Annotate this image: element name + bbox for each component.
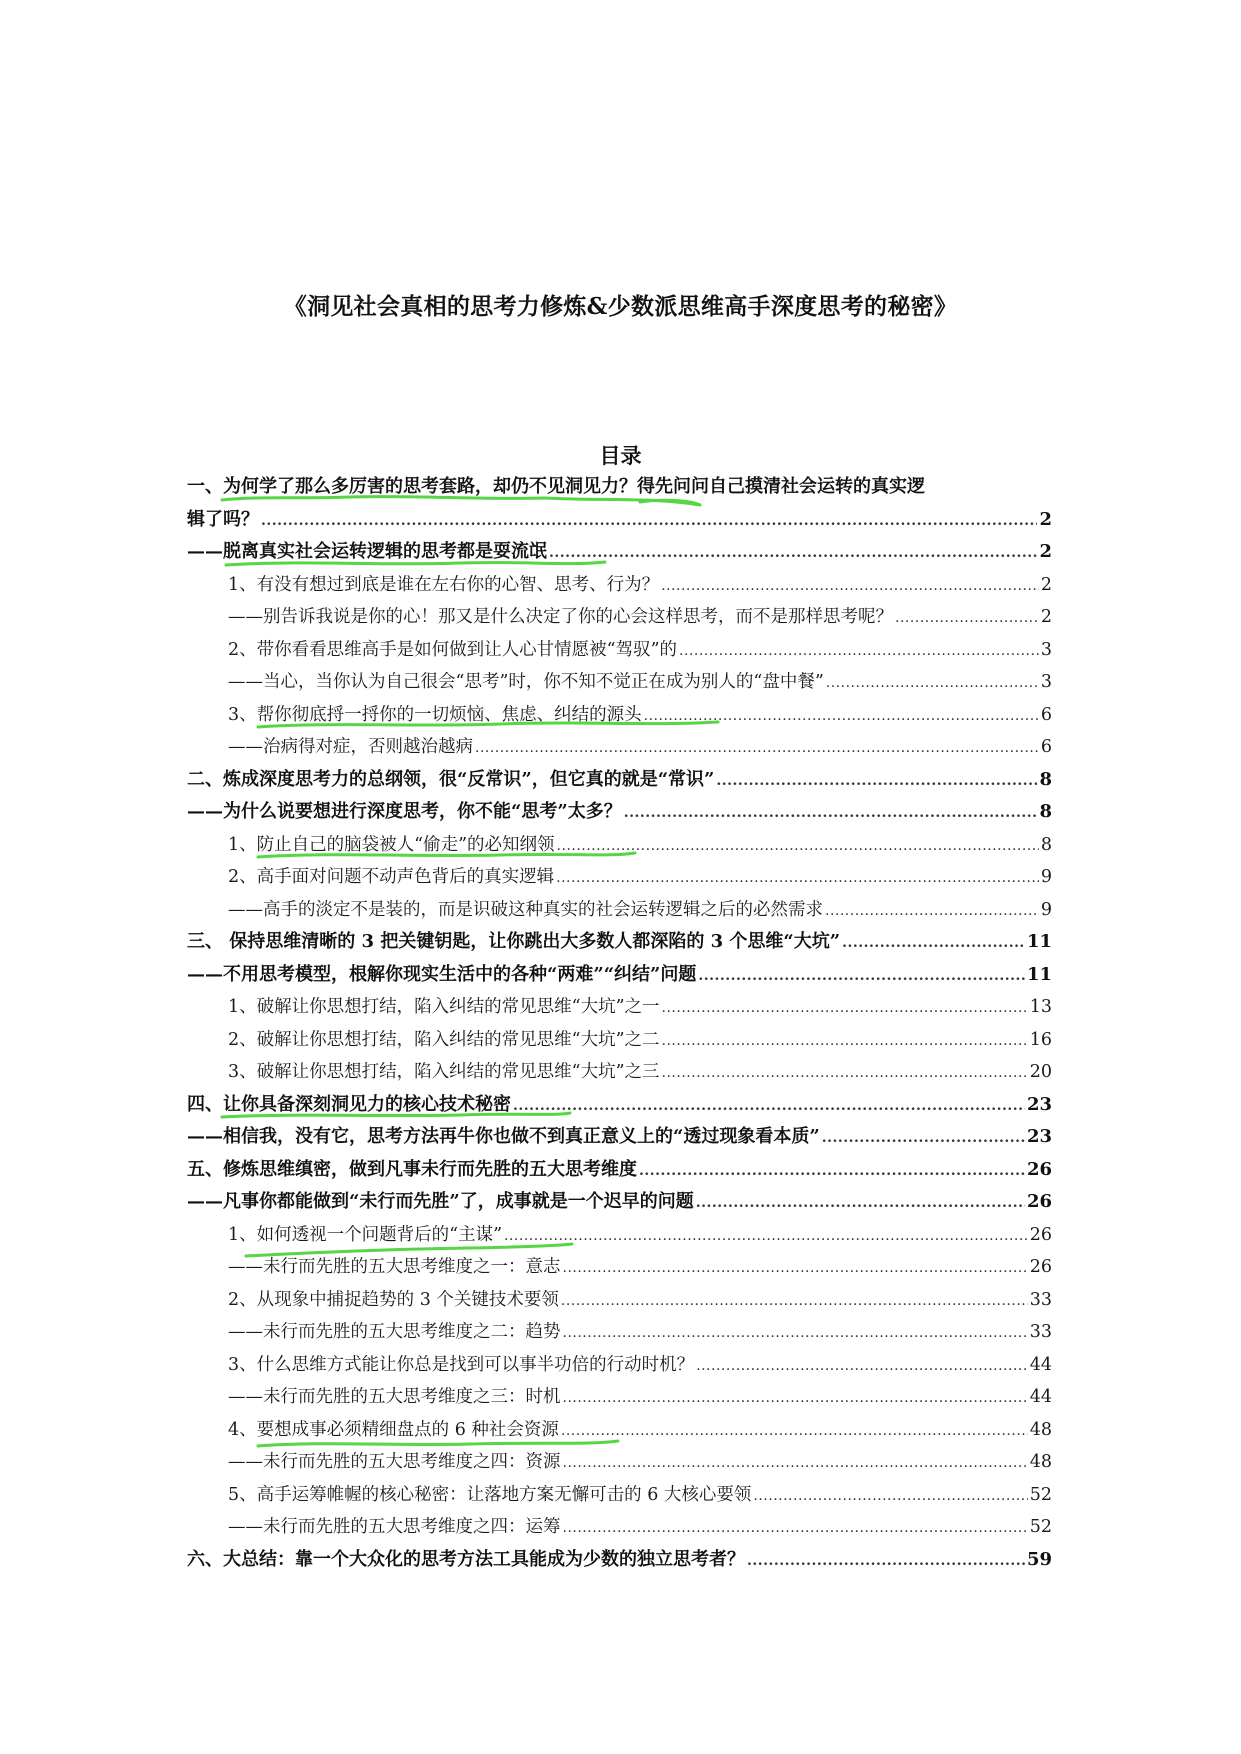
toc-entry-title: 3、破解让你思想打结，陷入纠结的常见思维“大坑”之三	[228, 1062, 660, 1082]
toc-entry-line[interactable]: 一、为何学了那么多厉害的思考套路，却仍不见洞见力？得先问问自己摸清社会运转的真实逻	[187, 476, 925, 497]
toc-page-number: 33	[1029, 1289, 1052, 1310]
dot-leader	[842, 927, 1025, 959]
toc-entry[interactable]	[228, 569, 1052, 601]
dot-leader	[895, 602, 1039, 634]
toc-entry-title: ——脱离真实社会运转逻辑的思考都是耍流氓	[187, 541, 547, 562]
toc-page-number: 8	[1040, 834, 1052, 855]
toc-page-number: 52	[1029, 1517, 1052, 1537]
toc-page-number: 20	[1029, 1062, 1052, 1082]
toc-entry[interactable]	[228, 1219, 1052, 1251]
toc-entry-title: 2、带你看看思维高手是如何做到让人心甘情愿被“驾驭”的	[228, 639, 678, 660]
toc-entry[interactable]	[228, 991, 1052, 1023]
dot-leader	[624, 797, 1038, 829]
toc-entry[interactable]	[187, 1186, 1052, 1218]
toc-page-number: 23	[1026, 1093, 1052, 1115]
dot-leader	[662, 1057, 1028, 1089]
toc-entry-title: ——未行而先胜的五大思考维度之四：资源	[228, 1452, 561, 1472]
toc-entry-title: 辑了吗？	[187, 508, 259, 530]
dot-leader	[696, 1187, 1025, 1219]
dot-leader	[822, 1122, 1025, 1154]
toc-entry[interactable]	[187, 504, 1052, 536]
dot-leader	[644, 700, 1039, 732]
dot-leader	[561, 1415, 1028, 1447]
toc-entry[interactable]	[228, 1056, 1052, 1088]
toc-entry-title: 六、大总结：靠一个大众化的思考方法工具能成为少数的独立思考者？	[187, 1548, 745, 1570]
dot-leader	[825, 895, 1039, 927]
toc-entry-title: ——未行而先胜的五大思考维度之一：意志	[228, 1257, 561, 1277]
dot-leader	[696, 1350, 1028, 1382]
dot-leader	[556, 862, 1039, 894]
toc-entry-title: ——高手的淡定不是装的，而是识破这种真实的社会运转逻辑之后的必然需求	[228, 899, 823, 920]
dot-leader	[563, 1252, 1028, 1284]
toc-page-number: 3	[1040, 672, 1052, 692]
toc-page-number: 23	[1026, 1126, 1052, 1147]
dot-leader	[747, 1545, 1025, 1577]
dot-leader	[563, 1512, 1028, 1544]
toc-entry[interactable]	[228, 861, 1052, 893]
toc-entry-title: 1、如何透视一个问题背后的“主谋”	[228, 1224, 503, 1245]
dot-leader	[826, 667, 1039, 699]
toc-entry-title: 1、破解让你思想打结，陷入纠结的常见思维“大坑”之一	[228, 997, 660, 1017]
toc-entry-title: ——未行而先胜的五大思考维度之三：时机	[228, 1387, 561, 1407]
dot-leader	[563, 1447, 1028, 1479]
dot-leader	[563, 1317, 1028, 1349]
toc-entry[interactable]	[187, 1154, 1052, 1186]
toc-page-number: 16	[1029, 1029, 1052, 1050]
toc-page-number: 11	[1026, 931, 1052, 952]
toc-entry-title: 三、 保持思维清晰的 3 把关键钥匙，让你跳出大多数人都深陷的 3 个思维“大坑”	[187, 931, 841, 952]
dot-leader	[753, 1480, 1027, 1512]
toc-entry-title: ——凡事你都能做到“未行而先胜”了，成事就是一个迟早的问题	[187, 1191, 694, 1212]
toc-entry[interactable]	[228, 666, 1052, 698]
toc-entry[interactable]	[228, 1316, 1052, 1348]
dot-leader	[716, 765, 1037, 797]
toc-entry[interactable]	[228, 634, 1052, 666]
toc-heading: 目录	[599, 443, 642, 468]
toc-entry-title: 2、高手面对问题不动声色背后的真实逻辑	[228, 867, 555, 887]
toc-entry-title: ——不用思考模型，根解你现实生活中的各种“两难”“纠结”问题	[187, 963, 697, 985]
toc-page-number: 3	[1040, 639, 1052, 660]
toc-page-number: 59	[1026, 1548, 1052, 1570]
toc-entry[interactable]	[228, 1511, 1052, 1543]
toc-page-number: 52	[1029, 1484, 1052, 1505]
document-title: 《洞见社会真相的思考力修炼&少数派思维高手深度思考的秘密》	[283, 293, 958, 320]
toc-page-number: 26	[1029, 1257, 1052, 1277]
toc-entry[interactable]	[228, 894, 1052, 926]
toc-page-number: 48	[1029, 1419, 1052, 1440]
toc-entry-title: ——别告诉我说是你的心！那又是什么决定了你的心会这样思考，而不是那样思考呢？	[228, 607, 893, 627]
toc-page-number: 8	[1039, 768, 1052, 790]
toc-entry-title: ——为什么说要想进行深度思考，你不能“思考”太多？	[187, 801, 622, 822]
toc-entry[interactable]	[228, 1284, 1052, 1316]
toc-page-number: 6	[1040, 737, 1052, 757]
toc-entry-title: 二、炼成深度思考力的总纲领，很“反常识”，但它真的就是“常识”	[187, 768, 715, 790]
toc-entry[interactable]	[187, 536, 1052, 568]
toc-entry[interactable]	[228, 1414, 1052, 1446]
dot-leader	[662, 992, 1028, 1024]
toc-entry-title: ——相信我，没有它，思考方法再牛你也做不到真正意义上的“透过现象看本质”	[187, 1126, 820, 1147]
dot-leader	[563, 1382, 1028, 1414]
toc-page-number: 2	[1040, 607, 1052, 627]
dot-leader	[679, 635, 1039, 667]
toc-page-number: 48	[1029, 1452, 1052, 1472]
dot-leader	[261, 505, 1037, 537]
dot-leader	[639, 1155, 1025, 1187]
toc-entry[interactable]	[228, 731, 1052, 763]
toc-entry[interactable]	[228, 1024, 1052, 1056]
toc-page-number: 9	[1040, 867, 1052, 887]
toc-entry-title: 5、高手运筹帷幄的核心秘密：让落地方案无懈可击的 6 大核心要领	[228, 1484, 752, 1505]
toc-page-number: 33	[1029, 1322, 1052, 1342]
toc-page-number: 8	[1039, 801, 1052, 822]
toc-page-number: 11	[1026, 963, 1052, 985]
toc-entry-title: 3、什么思维方式能让你总是找到可以事半功倍的行动时机？	[228, 1354, 695, 1375]
toc-entry-title: ——未行而先胜的五大思考维度之四：运筹	[228, 1517, 561, 1537]
toc-entry[interactable]	[228, 601, 1052, 633]
toc-page-number: 26	[1029, 1224, 1052, 1245]
toc-entry-title: 4、要想成事必须精细盘点的 6 种社会资源	[228, 1419, 559, 1440]
toc-entry-title: 四、让你具备深刻洞见力的核心技术秘密	[187, 1093, 511, 1115]
toc-page-number: 26	[1026, 1158, 1052, 1180]
toc-entry[interactable]	[187, 796, 1052, 828]
dot-leader	[504, 1220, 1028, 1252]
toc-entry-title: 3、帮你彻底捋一捋你的一切烦恼、焦虑、纠结的源头	[228, 704, 642, 725]
toc-entry-title: 1、防止自己的脑袋被人“偷走”的必知纲领	[228, 834, 555, 855]
toc-entry[interactable]	[187, 1121, 1052, 1153]
toc-page-number: 26	[1026, 1191, 1052, 1212]
toc-page-number: 2	[1039, 541, 1052, 562]
dot-leader	[661, 570, 1039, 602]
toc-entry-title: 五、修炼思维缜密，做到凡事未行而先胜的五大思考维度	[187, 1158, 637, 1180]
toc-entry-title: ——当心，当你认为自己很会“思考”时，你不知不觉正在成为别人的“盘中餐”	[228, 672, 824, 692]
toc-entry-title: 2、破解让你思想打结，陷入纠结的常见思维“大坑”之二	[228, 1029, 660, 1050]
toc-page-number: 13	[1029, 997, 1052, 1017]
dot-leader	[513, 1090, 1025, 1122]
toc-page-number: 9	[1040, 899, 1052, 920]
dot-leader	[698, 960, 1025, 992]
toc-entry[interactable]	[228, 829, 1052, 861]
toc-page-number: 6	[1040, 704, 1052, 725]
toc-page-number: 44	[1029, 1387, 1052, 1407]
toc-entry[interactable]	[187, 959, 1052, 991]
dot-leader	[561, 1285, 1028, 1317]
toc-entry[interactable]	[228, 1349, 1052, 1381]
toc-page-number: 44	[1029, 1354, 1052, 1375]
toc-entry[interactable]	[228, 1251, 1052, 1283]
toc-entry-title: ——治病得对症，否则越治越病	[228, 737, 473, 757]
toc-entry[interactable]	[228, 699, 1052, 731]
dot-leader	[557, 830, 1039, 862]
toc-entry[interactable]	[187, 926, 1052, 958]
toc-page-number: 2	[1040, 574, 1052, 595]
toc-entry[interactable]	[187, 1544, 1052, 1576]
dot-leader	[662, 1025, 1028, 1057]
toc-page-number: 2	[1039, 508, 1052, 530]
dot-leader	[549, 537, 1037, 569]
toc-entry-title: 2、从现象中捕捉趋势的 3 个关键技术要领	[228, 1289, 559, 1310]
dot-leader	[475, 732, 1039, 764]
toc-entry[interactable]	[228, 1381, 1052, 1413]
toc-entry[interactable]	[187, 1089, 1052, 1121]
toc-entry[interactable]	[228, 1446, 1052, 1478]
toc-entry[interactable]	[228, 1479, 1052, 1511]
toc-entry[interactable]	[187, 764, 1052, 796]
toc-entry-title: ——未行而先胜的五大思考维度之二：趋势	[228, 1322, 561, 1342]
toc-entry-title: 1、有没有想过到底是谁在左右你的心智、思考、行为？	[228, 574, 660, 595]
